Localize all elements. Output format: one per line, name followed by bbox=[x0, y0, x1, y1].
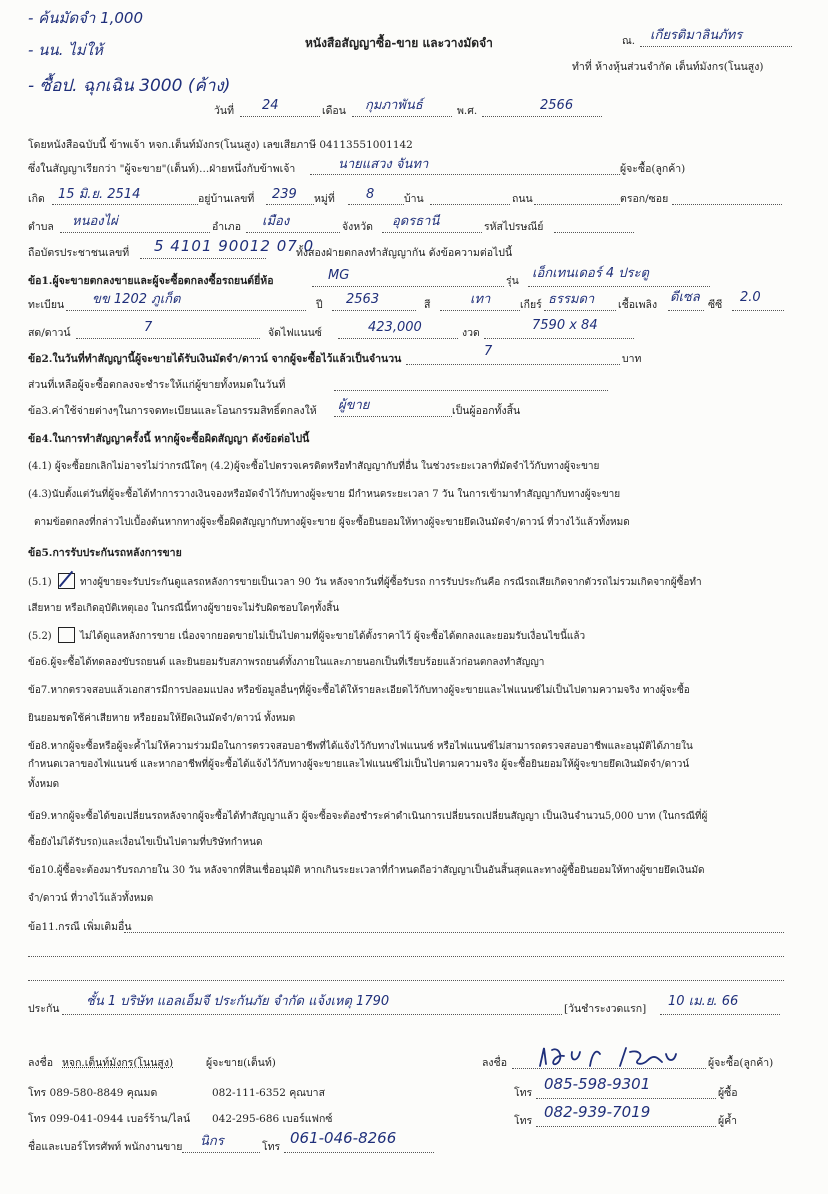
guarantor-phone-value: 082-939-7019 bbox=[544, 1103, 651, 1121]
first-payment-value: 10 เม.ย. 66 bbox=[668, 994, 739, 1009]
finance-label: จัดไฟแนนซ์ bbox=[268, 327, 322, 339]
year-label: พ.ศ. bbox=[457, 105, 478, 117]
phone-left-2: โทร 099-041-0944 เบอร์ร้าน/ไลน์ bbox=[28, 1113, 191, 1125]
clause9b: ซื้อยังไม่ได้รับรถ)และเงื่อนไขเป็นไปตามที่บริษัทกำหนด bbox=[28, 837, 263, 848]
down-label: สด/ดาวน์ bbox=[28, 327, 71, 339]
clause5-2: ไม่ได้ดูแลหลังการขาย เนื่องจากยอดขายไม่เป็นไปตามที่ผู้จะขายได้ตั้งราคาไว้ ผู้จะซื้อได้ตกลงและยอมรับเงื่อนไขนี้แล้ว bbox=[80, 631, 586, 642]
staff-phone-label: โทร bbox=[262, 1141, 281, 1153]
place-line: ทำที่ ห้างหุ้นส่วนจำกัด เต็นท์มังกร(โนนสูง) bbox=[572, 61, 764, 73]
cc-value: 2.0 bbox=[740, 290, 761, 305]
finance-value: 423,000 bbox=[368, 320, 422, 335]
clause11: ข้อ11.กรณี เพิ่มเติมอื่น bbox=[28, 921, 132, 933]
clause6: ข้อ6.ผู้จะซื้อได้ทดลองขับรถยนต์ และยินยอมรับสภาพรถยนต์ทั้งภายในและภายนอกเป็นที่เรียบร้อยแล้วก่อนตกลงทำสัญญา bbox=[28, 657, 545, 668]
buyer-role-sign: ผู้จะซื้อ(ลูกค้า) bbox=[708, 1057, 774, 1069]
car-model: เอ็กเทนเดอร์ 4 ประตู bbox=[532, 266, 649, 281]
written-at-label: ณ. bbox=[622, 35, 636, 47]
clause2b: ส่วนที่เหลือผู้จะซื้อตกลงจะชำระให้แก่ผู้ขายทั้งหมดในวันที่ bbox=[28, 379, 286, 391]
clause3-suffix: เป็นผู้ออกทั้งสิ้น bbox=[452, 405, 521, 417]
clause8c: ทั้งหมด bbox=[28, 779, 60, 790]
guarantor-phone-role: ผู้ค้ำ bbox=[718, 1115, 738, 1127]
party-prefix: ซึ่งในสัญญาเรียกว่า "ผู้จะขาย"(เต็นท์)...ฝ่ายหนึ่งกับข้าพเจ้า bbox=[28, 163, 296, 175]
soi-label: ตรอก/ซอย bbox=[620, 193, 669, 205]
amphoe-value: เมือง bbox=[262, 214, 290, 229]
margin-note-1: - ค้นมัดจำ 1,000 bbox=[28, 9, 144, 27]
clause3-label: ข้อ3.ค่าใช้จ่ายต่างๆในการจดทะเบียนและโอนกรรมสิทธิ์ตกลงให้ bbox=[28, 405, 317, 417]
insurance-value: ชั้น 1 บริษัท แอลเอ็มจี ประกันภัย จำกัด แจ้งเหตุ 1790 bbox=[86, 994, 390, 1009]
amphoe-label: อำเภอ bbox=[212, 221, 242, 233]
staff-phone: 061-046-8266 bbox=[290, 1129, 397, 1147]
written-at-value: เกียรติมาลินภัทร bbox=[650, 28, 743, 43]
model-label: รุ่น bbox=[506, 275, 519, 287]
clause8b: กำหนดเวลาของไฟแนนซ์ และหากอาชีพที่ผู้จะซื้อได้แจ้งไว้กับทางผู้จะขายและไฟแนนซ์ไม่เป็นไปตามความจริง ผู้จะซื้อยินยอมให้ผู้จะขายยึดเงินมัดจำ/ดาวน์ bbox=[28, 759, 690, 770]
seller-role: ผู้จะขาย(เต็นท์) bbox=[206, 1057, 276, 1069]
fuel-label: เชื้อเพลิง bbox=[618, 299, 658, 311]
month-value: กุมภาพันธ์ bbox=[365, 98, 423, 113]
clause10b: จำ/ดาวน์ ที่วางไว้แล้วทั้งหมด bbox=[28, 893, 154, 904]
seller-name: หจก.เต็นท์มังกร(โนนสูง) bbox=[62, 1057, 174, 1069]
clause1-label: ข้อ1.ผู้จะขายตกลงขายและผู้จะซื้อตกลงซื้อรถยนต์ยี่ห้อ bbox=[28, 275, 274, 287]
gear-label: เกียร์ bbox=[520, 299, 542, 311]
buyer-role: ผู้จะซื้อ(ลูกค้า) bbox=[620, 163, 686, 175]
color-value: เทา bbox=[470, 292, 491, 307]
road-label: ถนน bbox=[512, 193, 533, 205]
staff-label: ชื่อและเบอร์โทรศัพท์ พนักงานขาย bbox=[28, 1141, 183, 1153]
phone-left-1: โทร 089-580-8849 คุณมด bbox=[28, 1087, 158, 1099]
clause7b: ยินยอมชดใช้ค่าเสียหาย หรือยอมให้ยึดเงินมัดจำ/ดาวน์ ทั้งหมด bbox=[28, 713, 296, 724]
village-label: บ้าน bbox=[404, 193, 424, 205]
clause4-3: (4.3)นับตั้งแต่วันที่ผู้จะซื้อได้ทำการวางเงินจองหรือมัดจำไว้กับทางผู้จะขาย มีกำหนดระยะเวลา 7 วัน ในการเข้ามาทำสัญญากับทางผู้จะขาย bbox=[28, 489, 621, 500]
buyer-name: นายแสวง จันทา bbox=[338, 157, 429, 172]
id-suffix: ทั้งสองฝ่ายตกลงทำสัญญากัน ดังข้อความต่อไปนี้ bbox=[296, 247, 513, 259]
month-label: เดือน bbox=[322, 105, 346, 117]
born-label: เกิด bbox=[28, 193, 45, 205]
buyer-phone-value: 085-598-9301 bbox=[544, 1075, 651, 1093]
car-year-label: ปี bbox=[316, 299, 323, 311]
margin-note-2: - นน. ไม่ให้ bbox=[28, 41, 103, 59]
reg-label: ทะเบียน bbox=[28, 299, 65, 311]
moo-label: หมู่ที่ bbox=[314, 193, 335, 205]
postal-label: รหัสไปรษณีย์ bbox=[484, 221, 544, 233]
clause2-label: ข้อ2.ในวันที่ทำสัญญานี้ผู้จะขายได้รับเงินมัดจำ/ดาวน์ จากผู้จะซื้อไว้แล้วเป็นจำนวน bbox=[28, 353, 402, 365]
phone-mid-2: 042-295-686 เบอร์แฟกซ์ bbox=[212, 1113, 333, 1125]
cc-label: ซีซี bbox=[708, 299, 723, 311]
margin-note-3: - ซื้อป. ฉุกเฉิน 3000 (ค้าง) bbox=[28, 76, 231, 96]
document-title: หนังสือสัญญาซื้อ-ขาย และวางมัดจำ bbox=[305, 36, 493, 50]
car-brand: MG bbox=[328, 268, 350, 283]
guarantor-phone-label: โทร bbox=[514, 1115, 533, 1127]
car-year-value: 2563 bbox=[346, 292, 380, 307]
intro-line: โดยหนังสือฉบับนี้ ข้าพเจ้า หจก.เต็นท์มังกร(โนนสูง) เลขเสียภาษี 0411355100114​2 bbox=[28, 139, 413, 151]
color-label: สี bbox=[424, 299, 431, 311]
down-value: 7 bbox=[144, 320, 153, 335]
clause5-1: ทางผู้ขายจะรับประกันดูแลรถหลังการขายเป็นเวลา 90 วัน หลังจากวันที่ผู้ซื้อรับรถ การรับประกันคือ กรณีรถเสียเกิดจากตัวรถไม่รวมเกิดจากผู้ซื้อทำ bbox=[80, 577, 702, 588]
house-label: อยู่บ้านเลขที่ bbox=[198, 193, 255, 205]
born-value: 15 มิ.ย. 2514 bbox=[58, 187, 141, 202]
house-value: 239 bbox=[272, 187, 297, 202]
clause5-1b: เสียหาย หรือเกิดอุบัติเหตุเอง ในกรณีนี้ทางผู้ขายจะไม่รับผิดชอบใดๆทั้งสิ้น bbox=[28, 603, 340, 614]
clause8: ข้อ8.หากผู้จะซื้อหรือผู้จะค้ำไม่ให้ความร่วมมือในการตรวจสอบอาชีพที่ได้แจ้งไว้กับทางไฟแนนซ์ หรือไฟแนนซ์ไม่สามารถตรวจสอบอาชีพและอนุมัติได้ภายใน bbox=[28, 741, 693, 752]
tambon-value: หนองไผ่ bbox=[72, 214, 118, 229]
clause5-2-label: (5.2) bbox=[28, 631, 52, 642]
clause7: ข้อ7.หากตรวจสอบแล้วเอกสารมีการปลอมแปลง หรือข้อมูลอื่นๆที่ผู้จะซื้อได้ให้รายละเอียดไว้กับทางผู้จะขายและไฟแนนซ์ไม่เป็นไปตามความจริง ทางผู้จะซื้อ bbox=[28, 685, 690, 696]
id-value: 5 4101 90012 07 0 bbox=[154, 237, 315, 255]
province-value: อุดรธานี bbox=[392, 214, 440, 229]
clause5-heading: ข้อ5.การรับประกันรถหลังการขาย bbox=[28, 547, 182, 559]
clause3-value: ผู้ขาย bbox=[338, 398, 370, 413]
seller-sign-label: ลงชื่อ bbox=[28, 1057, 53, 1069]
phone-mid-1: 082-111-6352 คุณบาส bbox=[212, 1087, 325, 1099]
clause2-unit: บาท bbox=[622, 353, 642, 365]
staff-name: นิกร bbox=[200, 1134, 224, 1149]
day-label: วันที่ bbox=[214, 105, 234, 117]
buyer-signature-icon bbox=[530, 1040, 690, 1074]
first-payment-label: [วันชำระงวดแรก] bbox=[564, 1003, 647, 1015]
fuel-value: ดีเซล bbox=[670, 290, 700, 305]
day-value: 24 bbox=[262, 98, 279, 113]
id-label: ถือบัตรประชาชนเลขที่ bbox=[28, 247, 130, 259]
buyer-phone-label: โทร bbox=[514, 1087, 533, 1099]
insurance-label: ประกัน bbox=[28, 1003, 60, 1015]
clause4-3b: ตามข้อตกลงที่กล่าวไปเบื้องต้นหากทางผู้จะซื้อผิดสัญญากับทางผู้จะขาย ผู้จะซื้อยินยอมให้ทางผู้จะขายยึดเงินมัดจำ/ดาวน์ ที่วางไว้แล้วทั้งหมด bbox=[34, 517, 630, 528]
moo-value: 8 bbox=[366, 187, 375, 202]
clause4-1: (4.1) ผู้จะซื้อยกเลิกไม่อาจรไม่ว่ากรณีใดๆ (4.2)ผู้จะซื้อไปตรวจเครดิตหรือทำสัญญากับที่อื่น ในช่วงระยะเวลาที่มัดจำไว้กับทางผู้จะขาย bbox=[28, 461, 600, 472]
buyer-sign-label: ลงชื่อ bbox=[482, 1057, 507, 1069]
clause5-1-label: (5.1) bbox=[28, 577, 52, 588]
clause4-heading: ข้อ4.ในการทำสัญญาครั้งนี้ หากผู้จะซื้อผิดสัญญา ดังข้อต่อไปนี้ bbox=[28, 433, 310, 445]
gear-value: ธรรมดา bbox=[548, 292, 595, 307]
clause10: ข้อ10.ผู้ซื้อจะต้องมารับรถภายใน 30 วัน หลังจากที่สินเชื่ออนุมัติ หากเกินระยะเวลาที่กำหนดถือว่าสัญญาเป็นอันสิ้นสุดและทางผู้ซื้อยินยอมให้ทางผู้ขายยึดเงินมัด bbox=[28, 865, 705, 876]
install-value: 7590 x 84 bbox=[532, 318, 598, 333]
clause5-2-checkbox[interactable] bbox=[58, 627, 75, 643]
clause9: ข้อ9.หากผู้จะซื้อได้ขอเปลี่ยนรถหลังจากผู้จะซื้อได้ทำสัญญาแล้ว ผู้จะซื้อจะต้องชำระค่าดำเนินการเปลี่ยนรถเปลี่ยนสัญญา เป็นเงินจำนวน5,000 บาท (ในกรณีที่ผู้ bbox=[28, 811, 708, 822]
clause2-value: 7 bbox=[484, 344, 493, 359]
province-label: จังหวัด bbox=[342, 221, 373, 233]
install-label: งวด bbox=[462, 327, 480, 339]
buyer-phone-role: ผู้ซื้อ bbox=[718, 1087, 738, 1099]
reg-value: ขข 1202 ภูเก็ต bbox=[92, 292, 181, 307]
year-value: 2566 bbox=[540, 98, 574, 113]
tambon-label: ตำบล bbox=[28, 221, 54, 233]
